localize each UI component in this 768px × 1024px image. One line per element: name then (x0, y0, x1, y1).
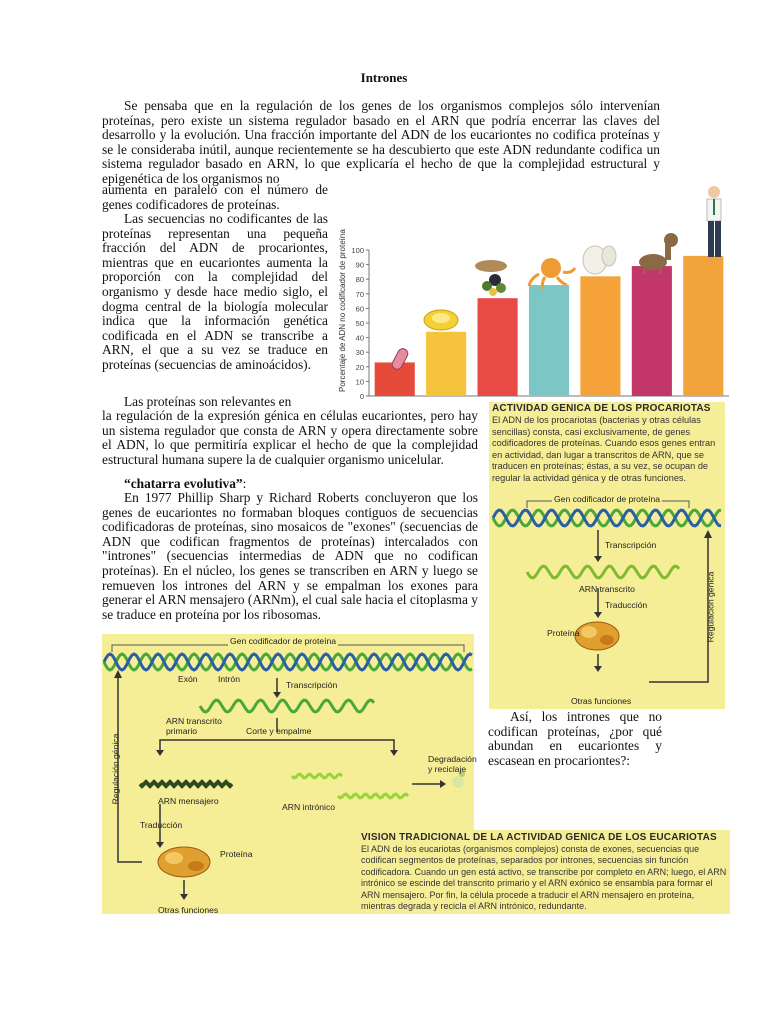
y-tick-label: 60 (355, 304, 364, 314)
y-ticks (351, 246, 369, 400)
chart-bar (478, 298, 518, 396)
chart-bar-top (478, 293, 518, 298)
y-tick-label: 30 (355, 348, 364, 358)
paragraph-proteins-start: Las proteínas son relevantes en (124, 394, 292, 409)
euc-protein-icon (158, 847, 210, 877)
procariotas-title: ACTIVIDAD GENICA DE LOS PROCARIOTAS (492, 403, 711, 414)
y-tick-label: 50 (355, 319, 364, 328)
euc-exon-label: Exón (178, 674, 198, 684)
euc-proteina: Proteína (220, 849, 253, 859)
procariotas-panel (489, 402, 725, 709)
euc-traduccion: Traducción (140, 820, 183, 830)
procariotas-traduccion: Traducción (605, 600, 648, 610)
paragraph-intro-end: aumenta en paralelo con el número de genes codificadores de proteínas. (102, 182, 328, 212)
y-tick-label: 70 (355, 289, 364, 299)
euc-intron-rna-2 (338, 794, 408, 798)
y-tick-label: 20 (355, 362, 364, 372)
euc-mrna (140, 782, 232, 786)
procariotas-diagram (489, 402, 725, 709)
human-illustration (707, 186, 721, 257)
euc-regulation-loop (118, 674, 142, 862)
y-tick-label: 10 (355, 377, 364, 387)
heading-chatarra-text: “chatarra evolutiva” (124, 476, 243, 491)
euc-otras: Otras funciones (158, 905, 219, 915)
euc-transcripcion: Transcripción (286, 680, 338, 690)
euc-regulacion: Regulación génica (110, 733, 121, 805)
procariotas-otras: Otras funciones (571, 696, 632, 706)
protein-icon (575, 622, 619, 650)
document-title: Intrones (360, 70, 408, 85)
euc-intron-rna-1 (292, 774, 342, 778)
euc-intron-label: Intrón (218, 674, 240, 684)
vision-text: El ADN de los eucariotas (organismos complejos) consta de exones, secuencias que codifican segmentos de proteínas, separados por intrones, secuencias sin función codificadora. Cuando un gen está activo, se transcribe por completo en ARN; luego, el ARN intrónico se escinde del transcrito primario y el ARN exónico se ensambla para formar el ARN mensajero. Por fin, la célula procede a traducir el ARN mensajero en proteína, mientras degrada y recicla el ARN intrónico, redundante. (361, 844, 727, 912)
procariotas-arn: ARN transcrito (579, 584, 635, 594)
chart-bar (529, 285, 569, 396)
procariotas-regulacion: Regulación génica (705, 571, 716, 643)
euc-arn-primary (200, 700, 374, 712)
euc-gene-label: Gen codificador de proteína (230, 636, 337, 646)
arn-strand (527, 566, 679, 578)
chart-bar (683, 256, 723, 396)
heading-chatarra-colon: : (242, 476, 247, 491)
plant-illustration (475, 260, 507, 296)
paragraph-proteins: la regulación de la expresión génica en células eucariontes, pero hay un sistema regulador que consta de ARN y opera directamente sobre el ADN, lo que permitiría explicar el hecho de que la complejidad estructural humana supere la de cualquier organismo unicelular. (102, 408, 478, 467)
regulation-loop (649, 534, 708, 682)
euc-arn-primario: ARN transcrito primario (166, 716, 222, 736)
paragraph-noncoding: Las secuencias no codificantes de las proteínas representan una pequeña fracción del ADN de procariontes, mientras que en eucariontes aumenta la proporción con la complejidad del organismo y desde hace medio siglo, el dogma central de la biología molecular indica que la información genética codificada en el ADN se transcribe a ARN, el que a su vez se traduce en proteínas (secuencias de aminoácidos). (102, 211, 328, 372)
chart-bar (580, 276, 620, 396)
vision-title: VISION TRADICIONAL DE LA ACTIVIDAD GENICA DE LOS EUCARIOTAS (361, 832, 717, 843)
bird-illustration (583, 246, 616, 274)
y-tick-label: 80 (355, 275, 364, 285)
y-tick-label: 40 (355, 333, 364, 343)
euc-corte: Corte y empalme (246, 726, 312, 736)
procariotas-text: El ADN de los procariotas (bacterias y otras células sencillas) consta, casi exclusivamente, de genes codificadores de proteínas. Cuando esos genes entran en actividad, dan lugar a transcritos de ARN, que se traducen en proteínas; éstas, a su vez, se ocupan de regular la actividad génica y de otras funciones. (492, 415, 716, 483)
y-tick-label: 90 (355, 260, 364, 270)
dog-illustration (639, 233, 678, 274)
chart-bar (426, 332, 466, 396)
euc-arn-intronico: ARN intrónico (282, 802, 336, 812)
procariotas-gene-label: Gen codificador de proteína (554, 494, 661, 504)
y-axis-label: Porcentaje de ADN no codificador de proteína (338, 229, 347, 392)
y-tick-label: 0 (359, 392, 364, 400)
paragraph-question: Así, los intrones que no codifican proteínas, ¿por qué abundan en eucariontes y escasean en procariontes?: (488, 709, 662, 768)
paragraph-intro: Se pensaba que en la regulación de los genes de los organismos complejos sólo intervenían proteínas, pero existe un sistema regulador basado en el ARN que podría encerrar las claves del desarrollo y la evolución. Una fracción importante del ADN de los eucariontes no codifica proteínas y se le consideraba inútil, aunque recientemente se ha descubierto que este ADN redundante codifica un sistema regulador basado en ARN, lo que explicaría el hecho de que la complejidad estructural y epigenética de los organismos no (102, 98, 660, 186)
paragraph-sharp-roberts: En 1977 Phillip Sharp y Richard Roberts concluyeron que los genes de eucariontes no formaban bloques contiguos de secuencias codificadoras de proteínas, sino mosaicos de "exones" (secuencias de ADN que codifican fragmentos de proteínas) intercalados con "intrones" (secuencias intermedias de ADN que no codifican proteínas). En el núcleo, los genes se transcriben en ARN y luego se remueven los intrones del ARN y se empalman los exones para generar el ARN mensajero (ARNm), el cual sale hacia el citoplasma y se traduce en proteína por los ribosomas. (102, 490, 478, 622)
chart-figure (333, 182, 733, 400)
procariotas-proteina: Proteína (547, 628, 580, 638)
vision-panel (358, 830, 730, 914)
y-tick-label: 100 (351, 246, 364, 255)
procariotas-transcripcion: Transcripción (605, 540, 657, 550)
euc-gene-bracket (112, 645, 464, 652)
noncoding-dna-chart (333, 182, 733, 400)
chart-bar (632, 266, 672, 396)
yeast-cell-illustration (424, 310, 458, 330)
euc-degradacion: Degradación y reciclaje (428, 754, 477, 774)
euc-arn-mensajero: ARN mensajero (158, 796, 219, 806)
